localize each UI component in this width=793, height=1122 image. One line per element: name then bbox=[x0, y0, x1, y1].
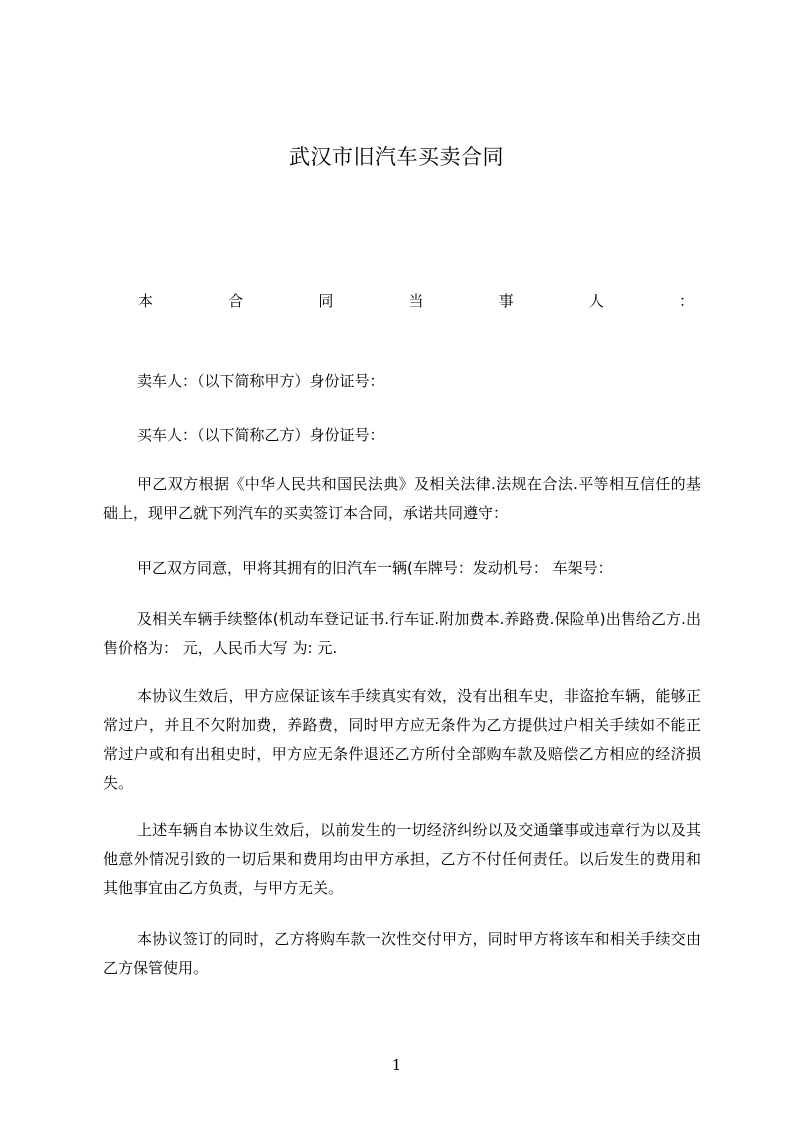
parties-heading-char: ： bbox=[678, 292, 694, 310]
paragraph-vehicle: 甲乙双方同意，甲将其拥有的旧汽车一辆(车牌号：发动机号： 车架号： bbox=[137, 559, 613, 577]
parties-heading bbox=[138, 290, 694, 312]
seller-line: 卖车人：（以下简称甲方）身份证号： bbox=[137, 372, 385, 390]
parties-heading-char: 同 bbox=[318, 292, 334, 310]
document-title: 武汉市旧汽车买卖合同 bbox=[289, 145, 504, 169]
paragraph-liability: 上述车辆自本协议生效后，以前发生的一切经济纠纷以及交通肇事或违章行为以及其他意外情况引致的一切后果和费用均由甲方承担，乙方不付任何责任。以后发生的费用和其他事宜由乙方负责，与甲方无关。 bbox=[103, 821, 701, 897]
parties-heading-char: 当 bbox=[408, 292, 424, 310]
parties-heading-char: 事 bbox=[498, 292, 514, 310]
parties-heading-char: 本 bbox=[138, 292, 154, 310]
paragraph-warranty: 本协议生效后，甲方应保证该车手续真实有效，没有出租车史，非盗抢车辆，能够正常过户，并且不欠附加费，养路费，同时甲方应无条件为乙方提供过户相关手续如不能正常过户或和有出租史时，甲方应无条件退还乙方所付全部购车款及赔偿乙方相应的经济损失。 bbox=[103, 687, 701, 792]
buyer-line: 买车人：（以下简称乙方）身份证号： bbox=[137, 426, 385, 444]
paragraph-payment: 本协议签订的同时，乙方将购车款一次性交付甲方，同时甲方将该车和相关手续交由乙方保管使用。 bbox=[103, 930, 701, 977]
paragraph-price: 及相关车辆手续整体(机动车登记证书.行车证.附加费本.养路费.保险单)出售给乙方.出售价格为： 元，人民币大写 为: 元. bbox=[103, 610, 701, 657]
page-number: 1 bbox=[391, 1056, 402, 1074]
paragraph-basis: 甲乙双方根据《中华人民共和国民法典》及相关法律.法规在合法.平等相互信任的基础上，现甲乙就下列汽车的买卖签订本合同，承诺共同遵守： bbox=[103, 475, 701, 522]
parties-heading-char: 人 bbox=[588, 292, 604, 310]
parties-heading-char: 合 bbox=[228, 292, 244, 310]
